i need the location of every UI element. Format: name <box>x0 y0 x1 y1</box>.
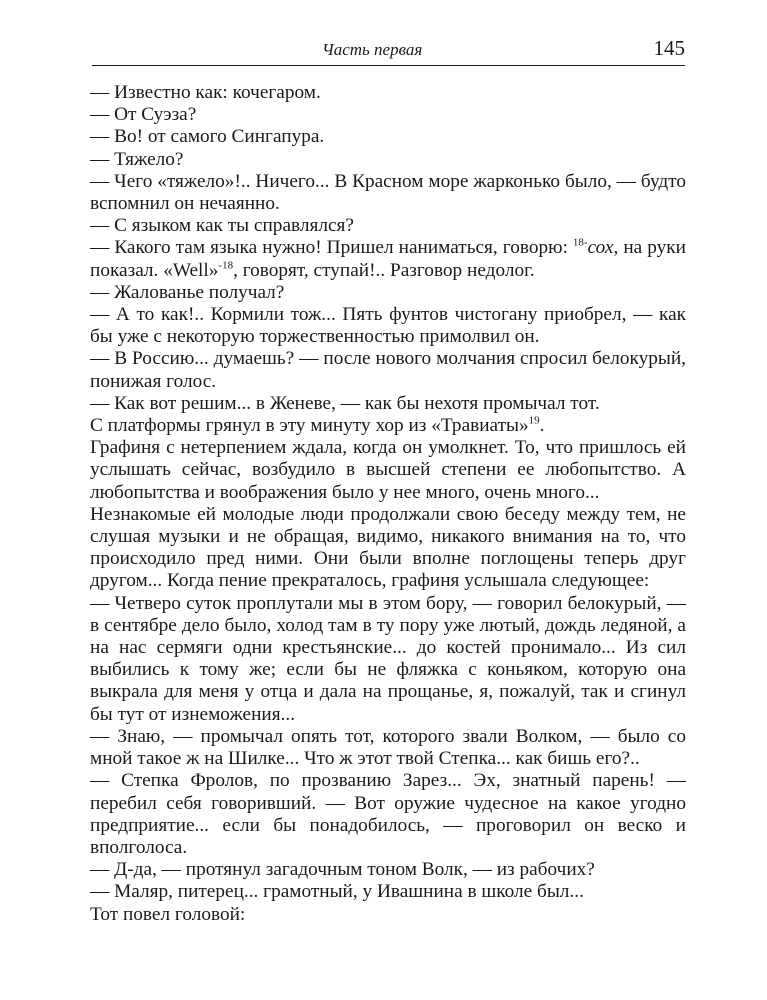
paragraph: — Известно как: кочегаром. <box>90 82 321 103</box>
paragraph: — Знаю, — промычал опять тот, которого звали Волком, — было со мной такое ж на Шилке... Что ж этот твой Степка... как бишь его?.. <box>90 725 686 770</box>
running-title: Часть первая <box>322 40 423 59</box>
running-header <box>92 36 685 66</box>
footnote-marker: 18- <box>572 237 588 249</box>
italic-word: сох <box>587 237 614 259</box>
paragraph <box>90 237 686 281</box>
paragraph: — Степка Фролов, по прозванию Зарез... Эх, знатный парень! — перебил себя говоривший. — Вот оружие чудесное на какое угодно предприятие... если бы понадобилось, — проговорил он веско и вполголоса. <box>90 770 686 858</box>
paragraph: — Жалованье получал? <box>90 281 285 303</box>
paragraph: — Д-да, — протянул загадочным тоном Волк, — из рабочих? <box>90 859 595 881</box>
paragraph-text: , на руки показал. «Well» <box>90 237 686 281</box>
paragraph: — Чего «тяжело»!.. Ничего... В Красном море жарконько было, — будто вспомнил он нечаянно. <box>90 170 686 215</box>
paragraph: — В Россию... думаешь? — после нового молчания спросил белокурый, понижая голос. <box>90 348 686 392</box>
paragraph: Графиня с нетерпением ждала, когда он умолкнет. То, что пришлось ей услышать сейчас, возбудило в высшей степени ее любопытство. А любопытства и воображения было у нее много, очень много... <box>90 437 686 503</box>
paragraph-text: С платформы грянул в эту минуту хор из «Травиаты» <box>90 415 529 437</box>
header-rule <box>92 65 685 66</box>
paragraph: — От Суэза? <box>90 104 197 126</box>
paragraph-text: . <box>539 415 545 437</box>
footnote-marker: 19 <box>528 414 540 427</box>
paragraph <box>90 415 686 437</box>
paragraph: Незнакомые ей молодые люди продолжали свою беседу между тем, не слушая музыки и не обращая, видимо, никакого внимания на то, что происходило пред ними. Они были вполне поглощены теперь друг другом... Когда пение прекраталось, графиня услышала следующее: <box>90 503 686 592</box>
body-text <box>90 82 686 926</box>
paragraph-text: , говорят, ступай!.. Разговор недолог. <box>233 259 535 281</box>
paragraph: — Тяжело? <box>90 148 184 170</box>
footnote-marker: -18 <box>218 259 234 272</box>
paragraph: — Как вот решим... в Женеве, — как бы нехотя промычал тот. <box>90 392 600 414</box>
paragraph: — Маляр, питерец... грамотный, у Ивашнина в школе был... <box>90 881 584 903</box>
paragraph: — А то как!.. Кормили тож... Пять фунтов чистогану приобрел, — как бы уже с некоторую торжественностью примолвил он. <box>90 304 686 348</box>
paragraph: — Во! от самого Сингапура. <box>90 126 325 148</box>
paragraph-text: — Какого там языка нужно! Пришел наниматься, говорю: <box>90 237 573 259</box>
paragraph: — С языком как ты справлялся? <box>90 215 354 237</box>
page-number: 145 <box>653 36 685 60</box>
paragraph: Тот повел головой: <box>90 903 246 925</box>
paragraph: — Четверо суток проплутали мы в этом бору, — говорил белокурый, — в сентябре дело было, холод там в ту пору уже лютый, дождь ледяной, а на нас сермяги одни крестьянские... до костей пронимало... Из сил выбились к тому же; если бы не фляжка с коньяком, которую она выкрала для меня у отца и дала на прощанье, я, пожалуй, так и сгинул бы тут от изнеможения... <box>90 592 686 725</box>
